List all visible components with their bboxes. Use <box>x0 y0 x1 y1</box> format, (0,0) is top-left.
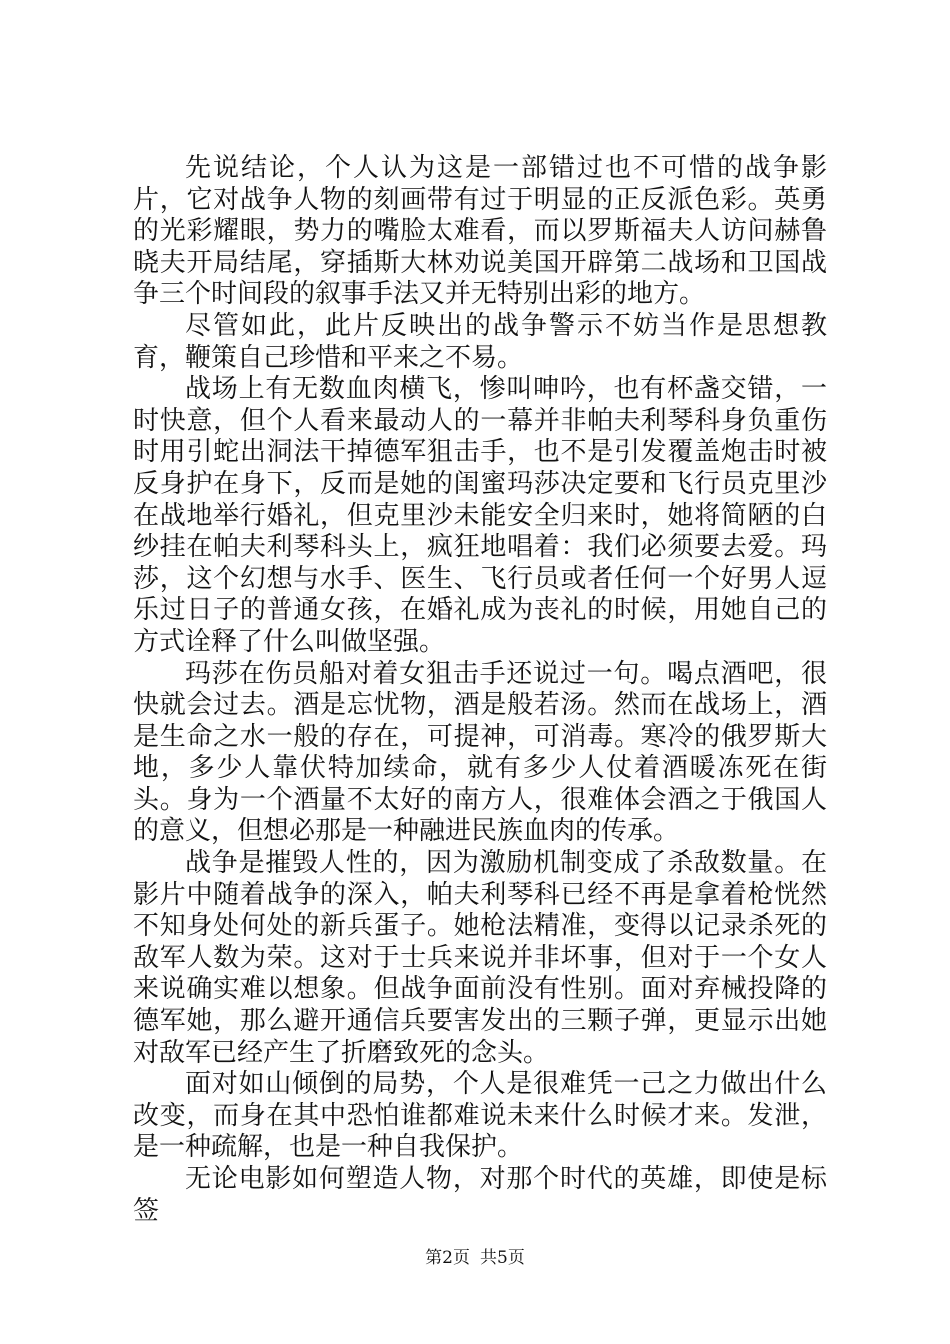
paragraph-3: 战场上有无数血肉横飞，惨叫呻吟，也有杯盏交错，一时快意，但个人看来最动人的一幕并非帕夫利琴科身负重伤时用引蛇出洞法干掉德军狙击手，也不是引发覆盖炮击时被反身护在身下，反而是她的闺蜜玛莎决定要和飞行员克里沙在战地举行婚礼，但克里沙未能安全归来时，她将简陋的白纱挂在帕夫利琴科头上，疯狂地唱着：我们必须要去爱。玛莎，这个幻想与水手、医生、飞行员或者任何一个好男人逗乐过日子的普通女孩，在婚礼成为丧礼的时候，用她自己的方式诠释了什么叫做坚强。 <box>133 374 827 657</box>
paragraph-2: 尽管如此，此片反映出的战争警示不妨当作是思想教育，鞭策自己珍惜和平来之不易。 <box>133 310 827 373</box>
paragraph-1: 先说结论，个人认为这是一部错过也不可惜的战争影片，它对战争人物的刻画带有过于明显的正反派色彩。英勇的光彩耀眼，势力的嘴脸太难看，而以罗斯福夫人访问赫鲁晓夫开局结尾，穿插斯大林劝说美国开辟第二战场和卫国战争三个时间段的叙事手法又并无特别出彩的地方。 <box>133 153 827 310</box>
document-body <box>133 153 827 1227</box>
page-total: 共5页 <box>480 1248 525 1268</box>
paragraph-6: 面对如山倾倒的局势，个人是很难凭一己之力做出什么改变，而身在其中恐怕谁都难说未来什么时候才来。发泄，是一种疏解，也是一种自我保护。 <box>133 1069 827 1163</box>
paragraph-5: 战争是摧毁人性的，因为激励机制变成了杀敌数量。在影片中随着战争的深入，帕夫利琴科已经不再是拿着枪恍然不知身处何处的新兵蛋子。她枪法精准，变得以记录杀死的敌军人数为荣。这对于士兵来说并非坏事，但对于一个女人来说确实难以想象。但战争面前没有性别。面对弃械投降的德军她，那么避开通信兵要害发出的三颗子弹，更显示出她对敌军已经产生了折磨致死的念头。 <box>133 848 827 1068</box>
paragraph-7: 无论电影如何塑造人物，对那个时代的英雄，即使是标签 <box>133 1164 827 1226</box>
page-footer <box>0 1243 950 1268</box>
page-number: 第2页 <box>425 1248 470 1268</box>
paragraph-4: 玛莎在伤员船对着女狙击手还说过一句。喝点酒吧，很快就会过去。酒是忘忧物，酒是般若汤。然而在战场上，酒是生命之水一般的存在，可提神，可消毒。寒冷的俄罗斯大地，多少人靠伏特加续命，就有多少人仗着酒暖冻死在街头。身为一个酒量不太好的南方人，很难体会酒之于俄国人的意义，但想必那是一种融进民族血肉的传承。 <box>133 658 827 847</box>
